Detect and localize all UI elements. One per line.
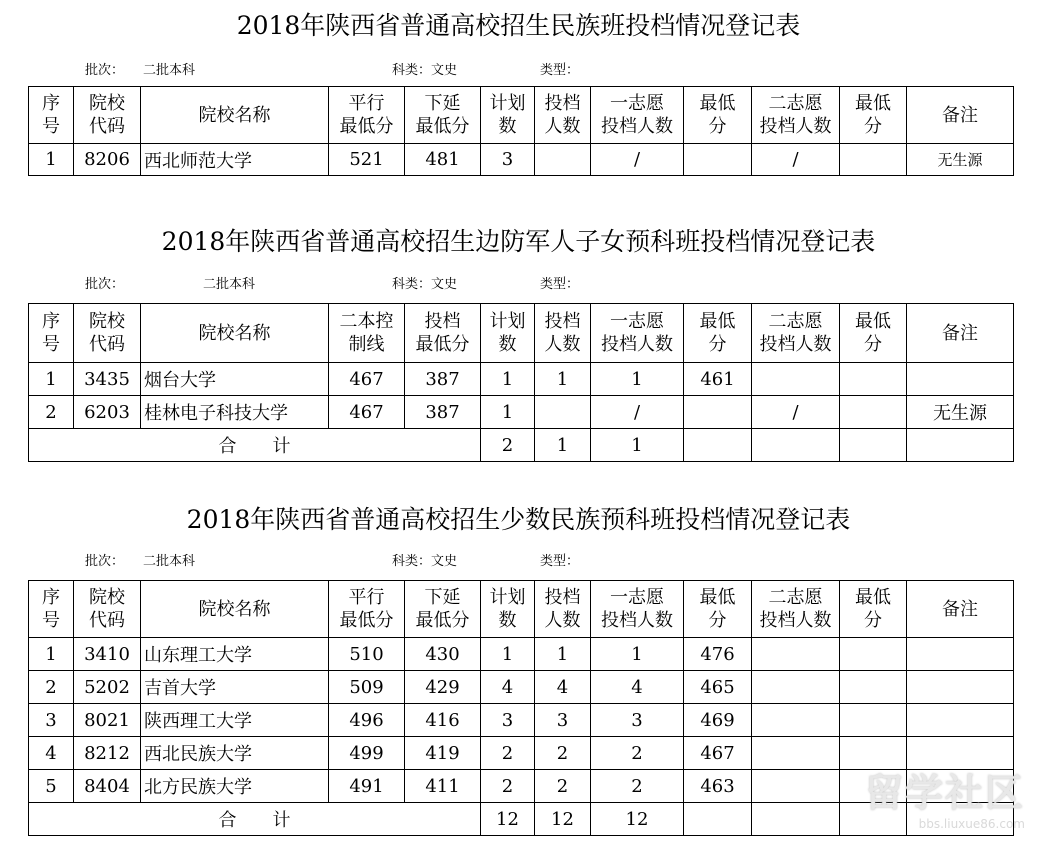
cell-filed: 2 [535, 770, 591, 803]
table1-title: 2018年陕西省普通高校招生民族班投档情况登记表 [236, 11, 801, 40]
cell-c4: 496 [329, 704, 405, 737]
header-text: 平行 最低分 [339, 587, 394, 631]
cell-code: 6203 [74, 396, 141, 429]
header-code [74, 87, 141, 144]
header-note [907, 87, 1014, 144]
cell-filed: 2 [535, 737, 591, 770]
total-first: 12 [591, 803, 684, 836]
header-text: 备注 [942, 104, 978, 126]
table-row [29, 144, 1014, 176]
cell-second [752, 671, 840, 704]
cell-name: 西北民族大学 [141, 737, 329, 770]
header-text: 二志愿 投档人数 [759, 93, 832, 137]
subject-value: 科类：文史 [392, 63, 458, 78]
header-first [591, 304, 684, 363]
header-note [907, 581, 1014, 638]
header-min1 [684, 581, 752, 638]
header-plan [481, 581, 535, 638]
header-plan [481, 304, 535, 363]
header-text: 二本控 制线 [339, 311, 394, 355]
cell-note [907, 363, 1014, 396]
header-text: 投档 最低分 [415, 311, 470, 355]
cell-seq: 1 [29, 638, 74, 671]
header-text: 最低 分 [855, 587, 891, 631]
cell-plan: 1 [481, 363, 535, 396]
header-c5 [405, 581, 481, 638]
header-text: 院校 代码 [89, 93, 125, 137]
header-seq [29, 87, 74, 144]
cell-first: 1 [591, 638, 684, 671]
total-label: 合 计 [29, 803, 481, 836]
cell-name: 吉首大学 [141, 671, 329, 704]
batch-label: 批次： [85, 554, 125, 569]
table-row [29, 363, 1014, 396]
cell-c5: 416 [405, 704, 481, 737]
header-filed [535, 304, 591, 363]
cell-filed: 3 [535, 704, 591, 737]
header-text: 投档 人数 [544, 311, 581, 355]
header-min1 [684, 304, 752, 363]
total-plan: 12 [481, 803, 535, 836]
header-text: 投档 人数 [544, 93, 581, 137]
cell-seq: 4 [29, 737, 74, 770]
cell-c4: 509 [329, 671, 405, 704]
cell-c5: 429 [405, 671, 481, 704]
batch-value: 二批本科 [203, 277, 256, 292]
header-min2 [840, 87, 907, 144]
cell-first: 2 [591, 737, 684, 770]
header-c5 [405, 87, 481, 144]
header-text: 一志愿 投档人数 [601, 587, 673, 631]
watermark-text: 留学社区 [864, 771, 1025, 815]
cell-c5: 411 [405, 770, 481, 803]
cell-min1: 476 [684, 638, 752, 671]
cell-min1: 465 [684, 671, 752, 704]
cell-note [907, 737, 1014, 770]
type-label: 类型： [540, 554, 580, 569]
cell-code: 8212 [74, 737, 141, 770]
header-text: 平行 最低分 [339, 93, 394, 137]
cell-c5: 419 [405, 737, 481, 770]
cell-second [752, 770, 840, 803]
cell-min1 [684, 396, 752, 429]
subject-value: 科类：文史 [392, 277, 458, 292]
table2-title: 2018年陕西省普通高校招生边防军人子女预科班投档情况登记表 [161, 227, 876, 256]
header-text: 最低 分 [855, 93, 891, 137]
cell-second [752, 737, 840, 770]
header-second [752, 581, 840, 638]
header-text: 二志愿 投档人数 [759, 587, 832, 631]
cell-empty [752, 803, 840, 836]
header-text: 序 号 [42, 93, 60, 137]
total-first: 1 [591, 429, 684, 462]
header-text: 下延 最低分 [415, 93, 470, 137]
batch-value: 二批本科 [143, 554, 196, 569]
cell-code: 5202 [74, 671, 141, 704]
table1-meta [0, 61, 1037, 81]
header-filed [535, 581, 591, 638]
header-min2 [840, 304, 907, 363]
cell-note: 无生源 [907, 396, 1014, 429]
cell-second [752, 638, 840, 671]
cell-c4: 510 [329, 638, 405, 671]
total-row [29, 803, 1014, 836]
cell-code: 8206 [74, 144, 141, 176]
header-seq [29, 581, 74, 638]
header-plan [481, 87, 535, 144]
total-plan: 2 [481, 429, 535, 462]
table-row [29, 671, 1014, 704]
batch-label: 批次： [85, 277, 125, 292]
table3-title: 2018年陕西省普通高校招生少数民族预科班投档情况登记表 [186, 505, 851, 534]
cell-filed [535, 144, 591, 176]
cell-code: 8021 [74, 704, 141, 737]
header-c4 [329, 581, 405, 638]
header-text: 最低 分 [699, 311, 736, 355]
header-second [752, 304, 840, 363]
cell-min2 [840, 363, 907, 396]
cell-note: 无生源 [907, 144, 1014, 176]
cell-c4: 467 [329, 396, 405, 429]
header-code [74, 304, 141, 363]
cell-second [752, 704, 840, 737]
cell-plan: 1 [481, 396, 535, 429]
cell-note [907, 770, 1014, 803]
cell-code: 3435 [74, 363, 141, 396]
cell-filed: 4 [535, 671, 591, 704]
cell-first: 1 [591, 363, 684, 396]
cell-name: 烟台大学 [141, 363, 329, 396]
header-text: 下延 最低分 [415, 587, 470, 631]
cell-min2 [840, 638, 907, 671]
header-min1 [684, 87, 752, 144]
header-name [141, 581, 329, 638]
header-text: 最低 分 [699, 93, 736, 137]
cell-plan: 2 [481, 737, 535, 770]
header-seq [29, 304, 74, 363]
cell-c5: 387 [405, 396, 481, 429]
cell-seq: 3 [29, 704, 74, 737]
cell-name: 桂林电子科技大学 [141, 396, 329, 429]
header-text: 计划 数 [489, 93, 526, 137]
header-text: 备注 [942, 598, 978, 620]
total-label: 合 计 [29, 429, 481, 462]
cell-c4: 521 [329, 144, 405, 176]
cell-name: 陕西理工大学 [141, 704, 329, 737]
header-text: 最低 分 [699, 587, 736, 631]
header-text: 序 号 [42, 587, 60, 631]
cell-seq: 2 [29, 671, 74, 704]
header-second [752, 87, 840, 144]
table-header-row [29, 581, 1014, 638]
cell-empty [907, 803, 1014, 836]
table-row [29, 638, 1014, 671]
cell-min1: 461 [684, 363, 752, 396]
cell-first: / [591, 144, 684, 176]
watermark-url: bbs.liuxue86.com [918, 817, 1025, 831]
cell-c5: 387 [405, 363, 481, 396]
header-note [907, 304, 1014, 363]
header-text: 最低 分 [855, 311, 891, 355]
cell-second: / [752, 144, 840, 176]
cell-code: 3410 [74, 638, 141, 671]
cell-c5: 481 [405, 144, 481, 176]
header-text: 备注 [942, 322, 978, 344]
cell-note [907, 704, 1014, 737]
cell-plan: 3 [481, 704, 535, 737]
table-header-row [29, 304, 1014, 363]
cell-first: 2 [591, 770, 684, 803]
cell-seq: 2 [29, 396, 74, 429]
header-c4 [329, 304, 405, 363]
header-text: 院校名称 [198, 104, 271, 126]
header-text: 序 号 [42, 311, 60, 355]
table1 [28, 86, 1014, 176]
cell-filed [535, 396, 591, 429]
header-name [141, 304, 329, 363]
cell-min1 [684, 144, 752, 176]
cell-min2 [840, 770, 907, 803]
cell-min2 [840, 144, 907, 176]
table3-meta [0, 552, 1037, 572]
type-label: 类型： [540, 63, 580, 78]
cell-min1: 467 [684, 737, 752, 770]
cell-seq: 5 [29, 770, 74, 803]
header-text: 计划 数 [489, 311, 526, 355]
cell-min2 [840, 737, 907, 770]
cell-plan: 1 [481, 638, 535, 671]
cell-min1: 463 [684, 770, 752, 803]
header-c4 [329, 87, 405, 144]
cell-empty [840, 429, 907, 462]
cell-empty [840, 803, 907, 836]
cell-name: 山东理工大学 [141, 638, 329, 671]
header-text: 计划 数 [489, 587, 526, 631]
cell-empty [684, 429, 752, 462]
cell-seq: 1 [29, 144, 74, 176]
cell-seq: 1 [29, 363, 74, 396]
total-row [29, 429, 1014, 462]
header-text: 投档 人数 [544, 587, 581, 631]
cell-empty [684, 803, 752, 836]
header-text: 院校 代码 [89, 311, 125, 355]
cell-second: / [752, 396, 840, 429]
cell-empty [907, 429, 1014, 462]
cell-note [907, 638, 1014, 671]
cell-plan: 3 [481, 144, 535, 176]
header-text: 一志愿 投档人数 [601, 311, 673, 355]
cell-first: / [591, 396, 684, 429]
table-row [29, 396, 1014, 429]
header-text: 一志愿 投档人数 [601, 93, 673, 137]
type-label: 类型： [540, 277, 580, 292]
table-row [29, 704, 1014, 737]
cell-filed: 1 [535, 638, 591, 671]
cell-c4: 491 [329, 770, 405, 803]
header-text: 院校 代码 [89, 587, 125, 631]
header-min2 [840, 581, 907, 638]
cell-min1: 469 [684, 704, 752, 737]
header-code [74, 581, 141, 638]
table-row [29, 737, 1014, 770]
cell-plan: 2 [481, 770, 535, 803]
cell-first: 3 [591, 704, 684, 737]
header-text: 院校名称 [198, 598, 271, 620]
cell-min2 [840, 704, 907, 737]
table2 [28, 303, 1014, 462]
header-first [591, 87, 684, 144]
cell-second [752, 363, 840, 396]
total-filed: 12 [535, 803, 591, 836]
cell-min2 [840, 396, 907, 429]
cell-empty [752, 429, 840, 462]
header-text: 院校名称 [198, 322, 271, 344]
cell-plan: 4 [481, 671, 535, 704]
cell-name: 北方民族大学 [141, 770, 329, 803]
cell-min2 [840, 671, 907, 704]
table3 [28, 580, 1014, 836]
cell-c4: 499 [329, 737, 405, 770]
header-first [591, 581, 684, 638]
table-row [29, 770, 1014, 803]
cell-c5: 430 [405, 638, 481, 671]
header-text: 二志愿 投档人数 [759, 311, 832, 355]
batch-value: 二批本科 [143, 63, 196, 78]
total-filed: 1 [535, 429, 591, 462]
header-c5 [405, 304, 481, 363]
subject-value: 科类：文史 [392, 554, 458, 569]
table-header-row [29, 87, 1014, 144]
header-filed [535, 87, 591, 144]
cell-code: 8404 [74, 770, 141, 803]
cell-filed: 1 [535, 363, 591, 396]
cell-c4: 467 [329, 363, 405, 396]
cell-note [907, 671, 1014, 704]
cell-name: 西北师范大学 [141, 144, 329, 176]
batch-label: 批次： [85, 63, 125, 78]
header-name [141, 87, 329, 144]
table2-meta [0, 275, 1037, 295]
cell-first: 4 [591, 671, 684, 704]
